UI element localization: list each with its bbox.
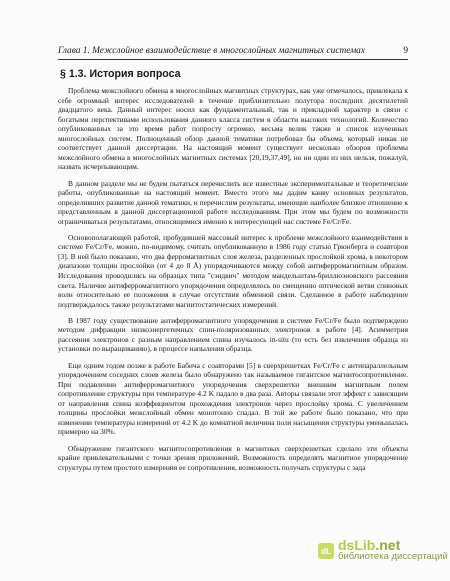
header-rule: [58, 59, 408, 60]
site-watermark: [318, 537, 448, 562]
paragraph: Обнаружение гигантского магнитосопротивления в магнитных сверхрешетках сделало эти объекты крайне привлекательными с точки зрения приложений. Возможность определять магнитное упорядочение структуры путем простого измерения ее сопротивления, возможность получать структуры с зада: [58, 443, 408, 472]
paragraph: Основополагающей работой, пробудившей массовый интерес к проблеме межслойного взаимодействия в системе Fe/Cr/Fe, можно, по-видимому, считать опубликованную в 1986 году статью Грюнберга и соавторов [3]. В ней было показано, что два ферромагнитных слоя железа, разделенных прослойкой хрома, в некотором диапазоне толщин прослойки (от 4 до 8 Å) упорядочиваются между собой антиферромагнитным образом. Исследования проводились на образцах типа "сэндвич" методом мандельштам-бриллюэновского рассеяния света. Наличие антиферромагнитного упорядочения определялось по смещению оптической ветви спиновых волн относительно ее положения в случае отсутствия обменной связи. Сделанное в работе наблюдение подтверждалось также результатами магнитостатических измерений.: [58, 232, 408, 309]
paragraph: В данном разделе мы не будем пытаться перечислить все известные экспериментальные и теоретические работы, опубликованные на настоящий момент. Вместо этого мы дадим канву основных результатов, определивших развитие данной тематики, и перечислим результаты, имеющие наиболее близкое отношение к представленным в данной диссертационной работе исследованиям. При этом мы будем по возможности ограничиваться результатами, относящимися именно к интересующей нас системе Fe/Cr/Fe.: [58, 178, 408, 226]
watermark-brand-tld: .net: [375, 537, 401, 553]
body-text: [58, 86, 408, 479]
section-heading: § 1.3. История вопроса: [60, 68, 181, 80]
paragraph: Проблема межслойного обмена в многослойных магнитных структурах, как уже отмечалось, привлекала к себе огромный интерес исследователей в течение приблизительно полутора последних десятилетий двадцатого века. Данный интерес носил как фундаментальный, так и прикладной характер в связи с богатыми перспективами использования данного класса систем в области высоких технологий. Количество опубликованных за это время работ попросту огромно, весьма велик также и список изученных многослойных систем. Полноценный обзор данной тематики потребовал бы объема, который никак не соответствует данной диссертации. На настоящий момент существует несколько обзоров проблемы межслойного обмена в многослойных магнитных системах [20,19,37,49], но ни один из них нельзя, пожалуй, назвать исчерпывающим.: [58, 86, 408, 172]
paragraph: В 1987 году существование антиферромагнитного упорядочения в системе Fe/Cr/Fe было подтверждено методом дифракции низкоэнергетичных спин-поляризованных электронов в работе [4]. Асимметрия рассеяния электронов с разным направлением спина изучалось in-situ (то есть без извлечения образца из установки по выращиванию), в процессе напыления образца.: [58, 315, 408, 354]
site-logo-icon: dL: [318, 543, 334, 559]
chapter-title: Глава 1. Межслойное взаимодействие в многослойных магнитных системах: [58, 46, 366, 56]
watermark-brand-main: dsLib: [338, 537, 376, 553]
watermark-subtitle: библиотека диссертаций: [338, 551, 448, 562]
watermark-brand: [338, 537, 448, 553]
page-number: 9: [403, 46, 408, 56]
paragraph: Еще одним годом позже в работе Бабича с соавторами [5] в сверхрешетках Fe/Cr/Fe с антипараллельным упорядочением соседних слоев железа было обнаружено так называемое гигантское магнитосопротивление. При подавлении антиферромагнитного упорядочения сверхрешетки внешним магнитным полем сопротивление структуры при температуре 4.2 K падало в два раза. Авторы связали этот эффект с зависящим от направления спина коэффициентом прохождения электронов через прослойку хрома. С увеличением толщины прослойки межслойный обмен монотонно спадал. В той же работе было показано, что при изменении температуры измерений от 4.2 K до комнатной величина поля насыщения структуры уменьшалась примерно на 30%.: [58, 360, 408, 437]
running-header: [58, 46, 408, 56]
